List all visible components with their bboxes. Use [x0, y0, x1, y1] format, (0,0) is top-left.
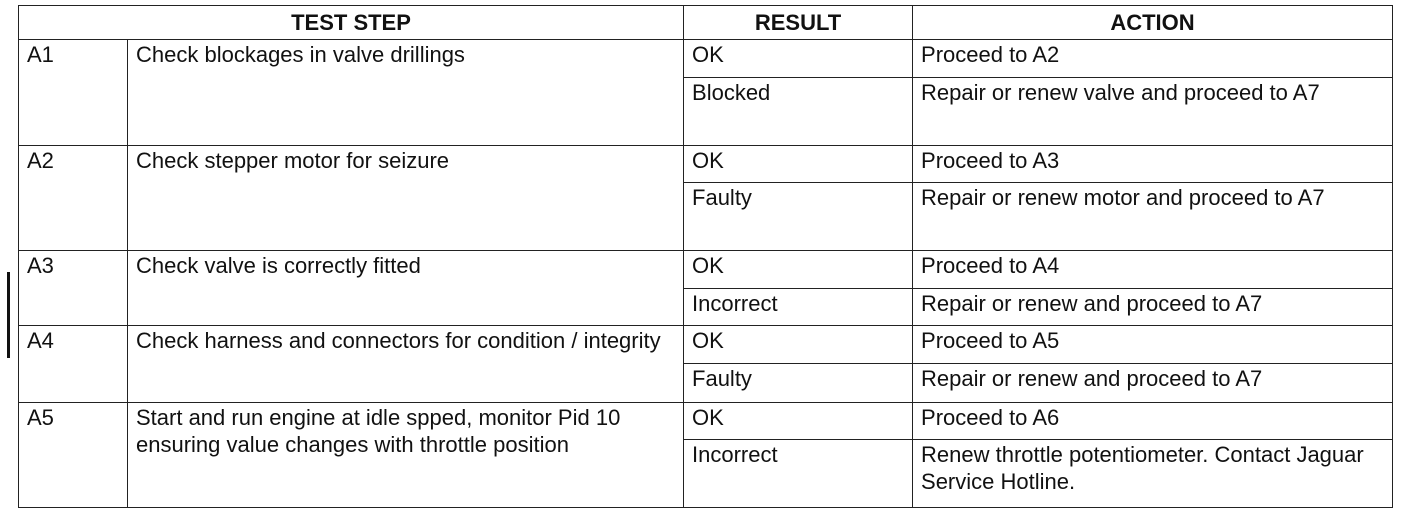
- result-cell: OK: [684, 402, 913, 439]
- action-cell: Proceed to A2: [913, 40, 1393, 78]
- step-id: A4: [19, 326, 128, 402]
- revision-change-bar: [7, 272, 10, 358]
- result-cell: Incorrect: [684, 288, 913, 326]
- action-cell: Proceed to A5: [913, 326, 1393, 364]
- action-cell: Proceed to A3: [913, 146, 1393, 183]
- step-description: Check stepper motor for seizure: [128, 146, 684, 251]
- step-description: Check harness and connectors for condition / integrity: [128, 326, 684, 402]
- action-cell: Repair or renew motor and proceed to A7: [913, 182, 1393, 250]
- table-row: [19, 251, 1393, 289]
- result-cell: Faulty: [684, 182, 913, 250]
- header-action: ACTION: [913, 6, 1393, 40]
- action-cell: Proceed to A6: [913, 402, 1393, 439]
- table-row: [19, 402, 1393, 439]
- step-description: Check blockages in valve drillings: [128, 40, 684, 146]
- result-cell: Faulty: [684, 364, 913, 403]
- step-id: A1: [19, 40, 128, 146]
- header-result: RESULT: [684, 6, 913, 40]
- header-row: [19, 6, 1393, 40]
- result-cell: OK: [684, 251, 913, 289]
- result-cell: OK: [684, 40, 913, 78]
- action-cell: Proceed to A4: [913, 251, 1393, 289]
- table-row: [19, 146, 1393, 183]
- step-id: A5: [19, 402, 128, 507]
- step-id: A2: [19, 146, 128, 251]
- step-id: A3: [19, 251, 128, 326]
- header-test-step: TEST STEP: [19, 6, 684, 40]
- step-description: Check valve is correctly fitted: [128, 251, 684, 326]
- table-row: [19, 326, 1393, 364]
- step-description: Start and run engine at idle spped, monitor Pid 10 ensuring value changes with throttle position: [128, 402, 684, 507]
- action-cell: Repair or renew valve and proceed to A7: [913, 77, 1393, 145]
- action-cell: Renew throttle potentiometer. Contact Jaguar Service Hotline.: [913, 439, 1393, 507]
- table-row: [19, 40, 1393, 78]
- result-cell: OK: [684, 146, 913, 183]
- result-cell: OK: [684, 326, 913, 364]
- diagnostic-test-table: [18, 5, 1393, 508]
- result-cell: Blocked: [684, 77, 913, 145]
- action-cell: Repair or renew and proceed to A7: [913, 364, 1393, 403]
- result-cell: Incorrect: [684, 439, 913, 507]
- action-cell: Repair or renew and proceed to A7: [913, 288, 1393, 326]
